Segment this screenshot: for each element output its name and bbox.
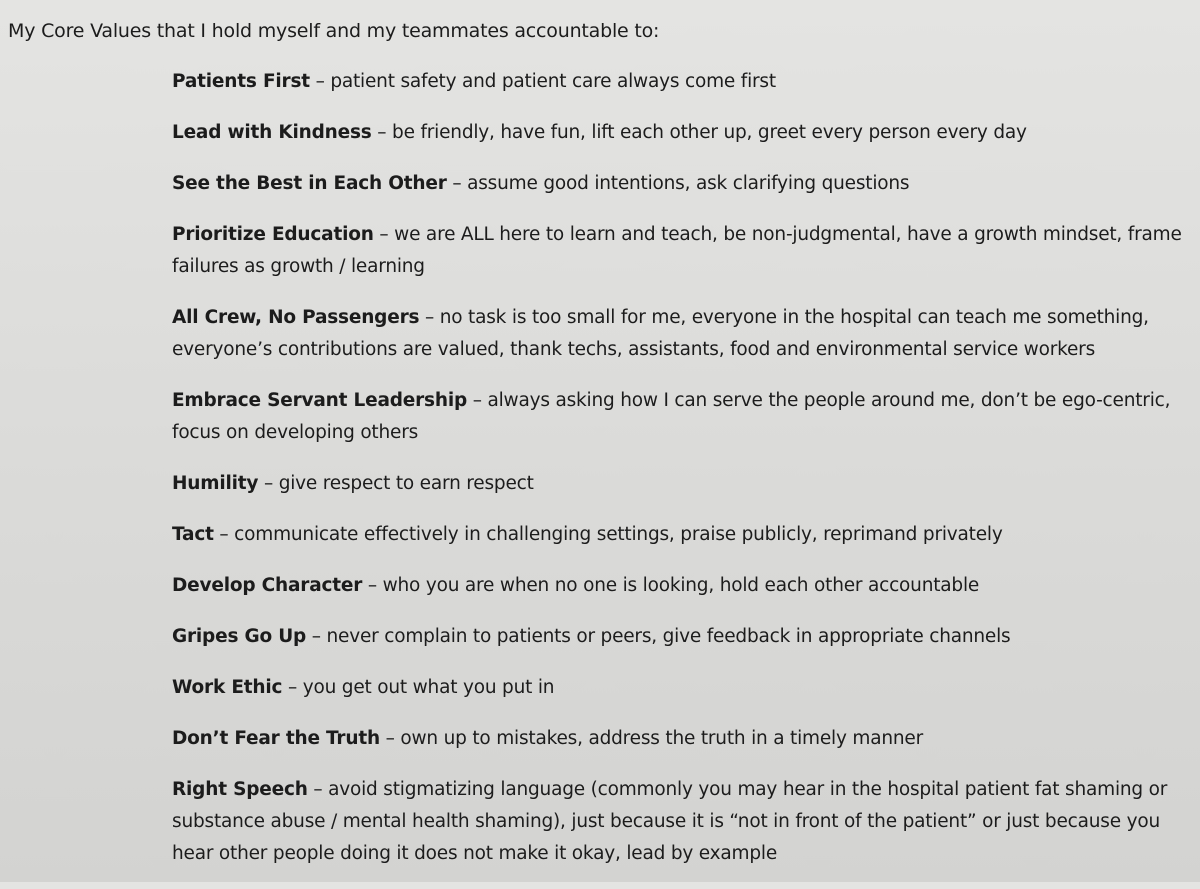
value-description: always asking how I can serve the people around me, don’t be ego-centric, focus on developing others	[172, 390, 1171, 443]
value-description: avoid stigmatizing language (commonly you may hear in the hospital patient fat shaming or substance abuse / mental health shaming), just because it is “not in front of the patient” or just because you hear other people doing it does not make it okay, lead by example	[172, 779, 1168, 864]
value-item	[172, 519, 1192, 551]
value-item	[172, 117, 1192, 149]
value-description: patient safety and patient care always come first	[330, 71, 776, 92]
value-separator: –	[258, 473, 279, 494]
value-name: Patients First	[172, 71, 310, 92]
value-name: Gripes Go Up	[172, 626, 307, 647]
value-item	[172, 66, 1192, 98]
value-separator: –	[373, 224, 395, 245]
document-heading: My Core Values that I hold myself and my teammates accountable to:	[8, 20, 660, 42]
value-separator: –	[362, 575, 383, 596]
value-name: Work Ethic	[172, 677, 283, 698]
value-separator: –	[306, 626, 327, 647]
value-separator: –	[371, 122, 393, 143]
value-description: communicate effectively in challenging settings, praise publicly, reprimand privately	[234, 524, 1003, 545]
value-description: be friendly, have fun, lift each other up, greet every person every day	[392, 122, 1027, 143]
core-values-list	[172, 66, 1192, 889]
value-description: own up to mistakes, address the truth in a timely manner	[400, 728, 924, 749]
value-name: Develop Character	[172, 575, 363, 596]
value-item	[172, 468, 1192, 500]
value-name: Tact	[172, 524, 214, 545]
value-description: give respect to earn respect	[278, 473, 534, 494]
value-item	[172, 774, 1192, 870]
value-description: you get out what you put in	[302, 677, 555, 698]
value-item	[172, 219, 1192, 283]
value-separator: –	[282, 677, 303, 698]
value-separator: –	[307, 779, 329, 800]
value-description: we are ALL here to learn and teach, be non-judgmental, have a growth mindset, frame failures as growth / learning	[172, 224, 1182, 277]
value-item	[172, 621, 1192, 653]
value-name: Lead with Kindness	[172, 122, 372, 143]
value-name: Humility	[172, 473, 259, 494]
value-name: See the Best in Each Other	[172, 173, 447, 194]
value-description: who you are when no one is looking, hold each other accountable	[382, 575, 980, 596]
value-item	[172, 570, 1192, 602]
value-name: Don’t Fear the Truth	[172, 728, 380, 749]
value-name: Prioritize Education	[172, 224, 374, 245]
value-description: never complain to patients or peers, give feedback in appropriate channels	[326, 626, 1011, 647]
value-description: no task is too small for me, everyone in the hospital can teach me something, everyone’s contributions are valued, thank techs, assistants, food and environmental service workers	[172, 307, 1149, 360]
value-item	[172, 672, 1192, 704]
value-item	[172, 168, 1192, 200]
value-item	[172, 302, 1192, 366]
value-separator: –	[419, 307, 440, 328]
value-name: Embrace Servant Leadership	[172, 390, 468, 411]
value-separator: –	[213, 524, 235, 545]
value-name: All Crew, No Passengers	[172, 307, 420, 328]
value-separator: –	[467, 390, 488, 411]
value-separator: –	[379, 728, 401, 749]
value-description: assume good intentions, ask clarifying questions	[467, 173, 910, 194]
value-name: Right Speech	[172, 779, 308, 800]
value-item	[172, 385, 1192, 449]
value-separator: –	[446, 173, 468, 194]
value-item	[172, 723, 1192, 755]
value-separator: –	[309, 71, 331, 92]
